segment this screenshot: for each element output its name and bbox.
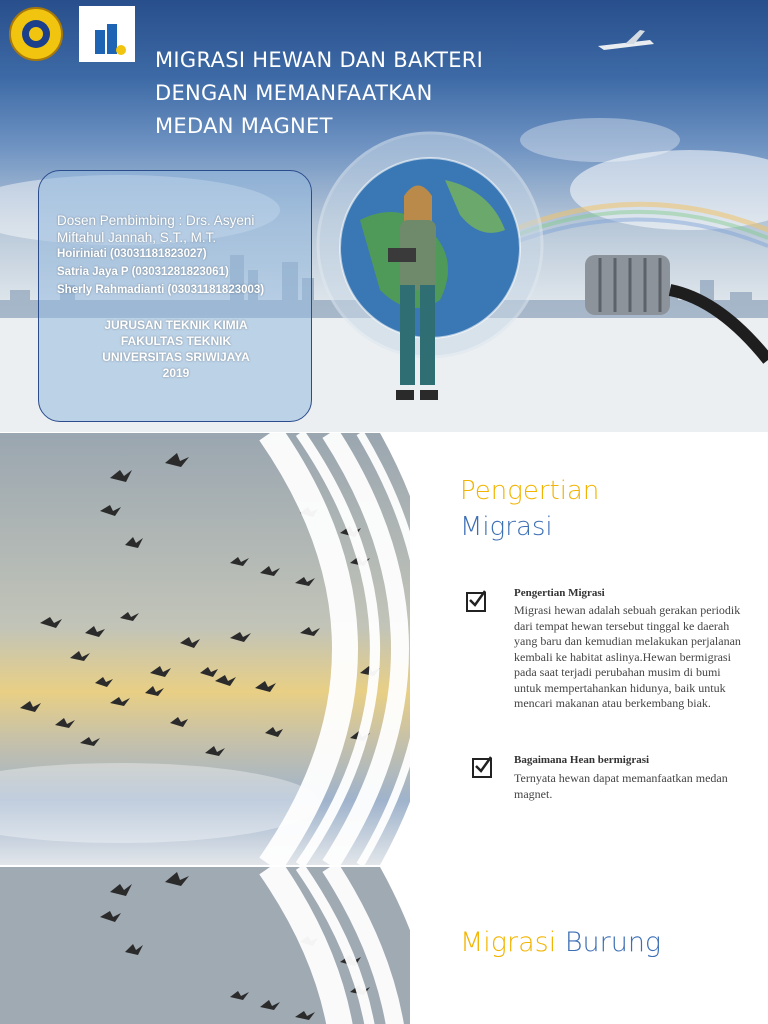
item-title: Bagaimana Hean bermigrasi bbox=[514, 754, 650, 766]
heading-word: Burung bbox=[564, 927, 662, 958]
supervisor-line-1: Dosen Pembimbing : Drs. Asyeni bbox=[57, 213, 255, 228]
faculty-line: FAKULTAS TEKNIK bbox=[120, 334, 232, 348]
slide-heading bbox=[460, 473, 599, 545]
bird-migration-slide bbox=[0, 867, 768, 1024]
department-line: JURUSAN TEKNIK KIMIA bbox=[104, 318, 248, 332]
member-name: Satria Jaya P (03031281823061) bbox=[57, 266, 229, 278]
checkbox-icon bbox=[472, 758, 492, 778]
member-name: Hoiriniati (03031181823027) bbox=[57, 248, 207, 260]
slide-heading bbox=[460, 925, 661, 961]
university-line: UNIVERSITAS SRIWIJAYA bbox=[102, 350, 250, 364]
birds-photo bbox=[0, 433, 410, 865]
heading-word: Pengertian bbox=[460, 476, 600, 506]
heading-word: Migrasi bbox=[460, 512, 553, 542]
year-line: 2019 bbox=[162, 366, 190, 380]
title-line: MIGRASI HEWAN DAN BAKTERI bbox=[155, 48, 484, 72]
birds-photo bbox=[0, 867, 410, 1024]
info-box bbox=[38, 170, 312, 422]
item-description: Migrasi hewan adalah sebuah gerakan periodik dari tempat hewan tersebut tinggal ke daerah yang baru dan kemudian melakukan perjalanan kembali ke habitat aslinya.Hewan bermigrasi pada saat terjadi perubahan musim di bumi untuk mempertahankan hidunya, baik untuk mencari makanan atau berkembang biak. bbox=[514, 603, 741, 710]
airplane-illustration bbox=[598, 30, 654, 50]
supervisor-line-2: Miftahul Jannah, S.T., M.T. bbox=[57, 230, 217, 245]
checkbox-icon bbox=[466, 592, 486, 612]
item-description: Ternyata hewan dapat memanfaatkan medan magnet. bbox=[514, 771, 728, 801]
title-line: DENGAN MEMANFAATKAN bbox=[155, 81, 433, 105]
definition-slide bbox=[0, 433, 768, 865]
university-logo bbox=[8, 6, 64, 62]
student-association-logo bbox=[79, 6, 135, 62]
item-title: Pengertian Migrasi bbox=[514, 587, 605, 599]
title-slide bbox=[0, 0, 768, 432]
title-line: MEDAN MAGNET bbox=[155, 114, 333, 138]
heading-word: Migrasi bbox=[460, 927, 557, 958]
slide-title bbox=[155, 44, 595, 143]
member-name: Sherly Rahmadianti (03031181823003) bbox=[57, 284, 265, 296]
